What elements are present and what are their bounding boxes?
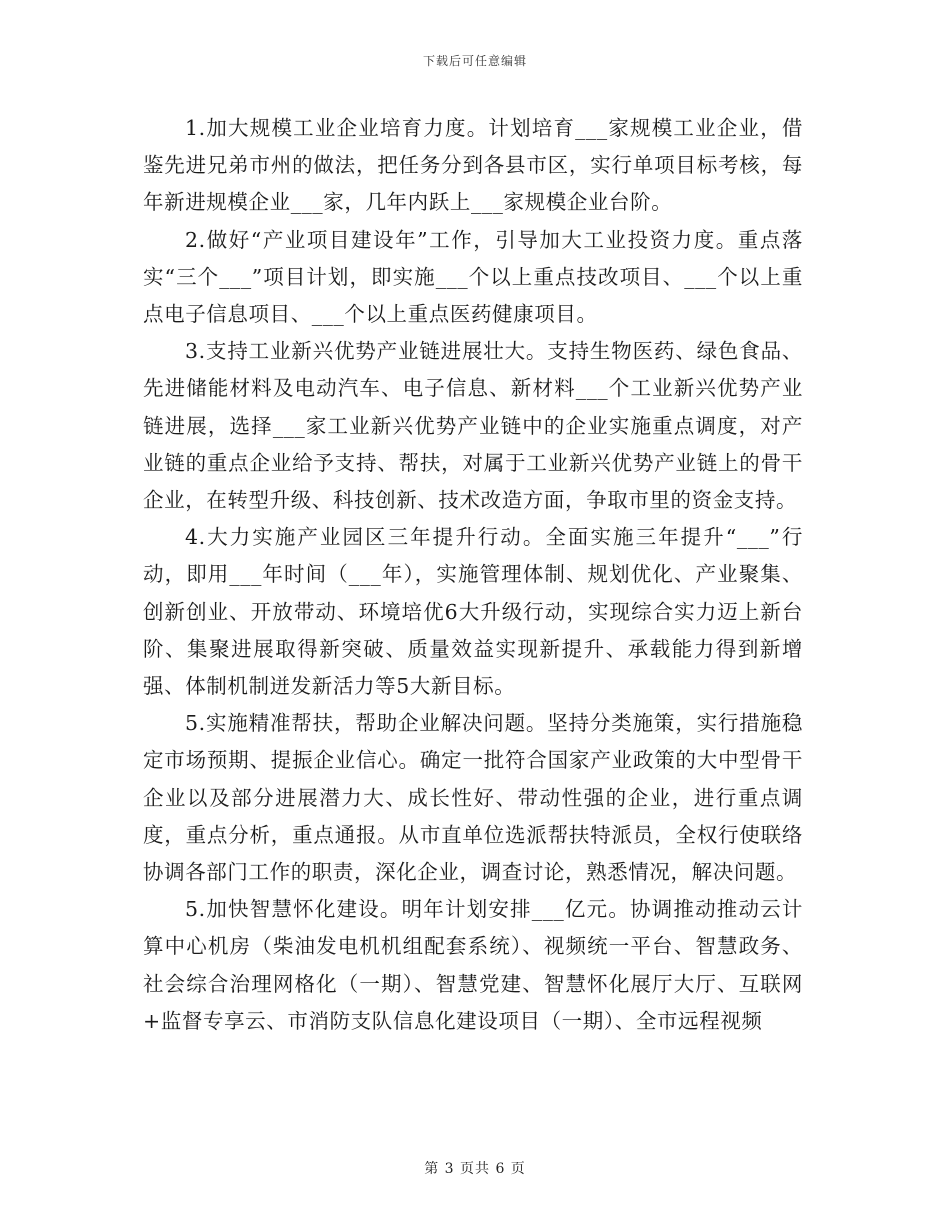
paragraph-3: 3.支持工业新兴优势产业链进展壮大。支持生物医药、绿色食品、先进储能材料及电动汽车、电子信息、新材料___个工业新兴优势产业链进展，选择___家工业新兴优势产业链中的企业实施重点调度，对产业链的重点企业给予支持、帮扶，对属于工业新兴优势产业链上的骨干企业，在转型升级、科技创新、技术改造方面，争取市里的资金支持。 [143, 339, 803, 513]
page-header: 下载后可任意编辑 [422, 54, 527, 68]
paragraph-4: 4.大力实施产业园区三年提升行动。全面实施三年提升“___”行动，即用___年时间（___年），实施管理体制、规划优化、产业聚集、创新创业、开放带动、环境培优6大升级行动，实现综合实力迈上新台阶、集聚进展取得新突破、质量效益实现新提升、承载能力得到新增强、体制机制迸发新活力等5大新目标。 [143, 525, 803, 699]
paragraph-6: 5.加快智慧怀化建设。明年计划安排___亿元。协调推动推动云计算中心机房（柴油发电机机组配套系统）、视频统一平台、智慧政务、社会综合治理网格化（一期）、智慧党建、智慧怀化展厅大厅、互联网+监督专享云、市消防支队信息化建设项目（一期）、全市远程视频 [143, 897, 803, 1033]
paragraph-5: 5.实施精准帮扶，帮助企业解决问题。坚持分类施策，实行措施稳定市场预期、提振企业信心。确定一批符合国家产业政策的大中型骨干企业以及部分进展潜力大、成长性好、带动性强的企业，进行重点调度，重点分析，重点通报。从市直单位选派帮扶特派员，全权行使联络协调各部门工作的职责，深化企业，调查讨论，熟悉情况，解决问题。 [143, 711, 803, 885]
document-body [143, 110, 803, 1040]
paragraph-2: 2.做好“产业项目建设年”工作，引导加大工业投资力度。重点落实“三个___”项目计划，即实施___个以上重点技改项目、___个以上重点电子信息项目、___个以上重点医药健康项目。 [143, 227, 803, 327]
page-footer: 第 3 页共 6 页 [424, 1161, 526, 1177]
paragraph-1: 1.加大规模工业企业培育力度。计划培育___家规模工业企业，借鉴先进兄弟市州的做法，把任务分到各县市区，实行单项目标考核，每年新进规模企业___家，几年内跃上___家规模企业台阶。 [143, 116, 803, 215]
